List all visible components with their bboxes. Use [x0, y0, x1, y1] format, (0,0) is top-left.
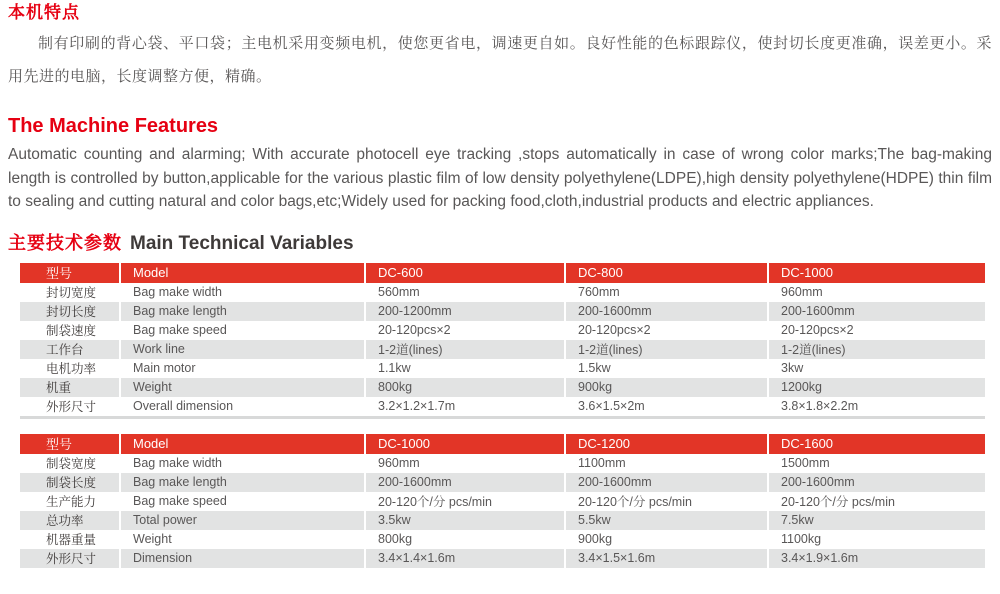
table-cell: 封切长度	[20, 302, 120, 321]
table-cell: 机重	[20, 378, 120, 397]
table-cell: 20-120个/分 pcs/min	[365, 492, 565, 511]
table-cell: 560mm	[365, 283, 565, 302]
table-cell: 760mm	[565, 283, 768, 302]
table-header-cell: DC-600	[365, 263, 565, 283]
table-cell: 3.4×1.4×1.6m	[365, 549, 565, 568]
table-row	[20, 397, 985, 418]
table-cell: 机器重量	[20, 530, 120, 549]
table-cell: 800kg	[365, 378, 565, 397]
table-cell: Weight	[120, 378, 365, 397]
table-cell: 200-1600mm	[565, 473, 768, 492]
table-cell: 工作台	[20, 340, 120, 359]
table-cell: 1-2道(lines)	[365, 340, 565, 359]
table-row	[20, 359, 985, 378]
table-cell: 200-1600mm	[565, 302, 768, 321]
table-cell: 外形尺寸	[20, 549, 120, 568]
table-cell: Main motor	[120, 359, 365, 378]
table-cell: 1200kg	[768, 378, 985, 397]
table-header-cell: DC-1000	[768, 263, 985, 283]
table-row	[20, 530, 985, 549]
table-cell: Overall dimension	[120, 397, 365, 418]
table-header-cell: 型号	[20, 263, 120, 283]
table-cell: 20-120pcs×2	[781, 323, 854, 337]
table-cell: 1-2道(lines)	[565, 340, 768, 359]
table-cell: 20-120pcs×2	[565, 321, 768, 340]
table-header-row	[20, 434, 985, 454]
table-header-cell: DC-1200	[565, 434, 768, 454]
table-cell: 制袋长度	[20, 473, 120, 492]
table-cell: Bag make width	[120, 454, 365, 473]
table-row	[20, 511, 985, 530]
table-cell: 制袋宽度	[20, 454, 120, 473]
table-cell: Dimension	[120, 549, 365, 568]
table-cell: 制袋速度	[20, 321, 120, 340]
table-cell: 200-1600mm	[768, 302, 985, 321]
table-row	[20, 283, 985, 302]
table-cell: 1-2道(lines)	[768, 340, 985, 359]
table-cell: 5.5kw	[565, 511, 768, 530]
specs-title-en: Main Technical Variables	[130, 232, 354, 254]
table-cell: 3.2×1.2×1.7m	[365, 397, 565, 418]
table-cell: 3kw	[781, 361, 804, 375]
table-header-cell: Model	[120, 263, 365, 283]
table-cell: Bag make speed	[120, 321, 365, 340]
table-cell: Total power	[120, 511, 365, 530]
features-paragraph-en: Automatic counting and alarming; With accurate photocell eye tracking ,stops automatically in case of wrong color marks;The bag-making length is controlled by button,applicable for the various plastic film of low density polyethylene(LDPE),high density polyethylene(HDPE) thin film to sealing and cutting natural and color bags,etc;Widely used for packing food,cloth,industrial products and electric appliances.	[8, 146, 992, 210]
spec-table-dc600-dc1000	[20, 263, 985, 419]
table-row	[20, 378, 985, 397]
table-cell: 外形尺寸	[20, 397, 120, 418]
table-row	[20, 492, 985, 511]
table-cell: Bag make length	[120, 302, 365, 321]
table-header-cell: DC-1000	[365, 434, 565, 454]
table-header-cell: DC-1600	[768, 434, 985, 454]
table-row	[20, 473, 985, 492]
table-cell: 20-120个/分 pcs/min	[781, 495, 895, 509]
specs-title-cn: 主要技术参数	[8, 232, 122, 253]
features-paragraph-cn: 制有印刷的背心袋、平口袋；主电机采用变频电机，使您更省电，调速更自如。良好性能的色标跟踪仪，使封切长度更准确，误差更小。采用先进的电脑，长度调整方便，精确。	[8, 35, 992, 85]
table-cell: 20-120pcs×2	[365, 321, 565, 340]
features-title-cn: 本机特点	[8, 3, 80, 22]
table-cell: 960mm	[781, 285, 823, 299]
table-cell: 1.1kw	[365, 359, 565, 378]
table-cell: Weight	[120, 530, 365, 549]
table-header-cell: 型号	[20, 434, 120, 454]
table-cell: 1500mm	[781, 456, 830, 470]
table-cell: 3.4×1.5×1.6m	[565, 549, 768, 568]
table-header-cell: Model	[120, 434, 365, 454]
table-cell: 1100kg	[781, 532, 822, 546]
table-cell: 封切宽度	[20, 283, 120, 302]
table-cell: 3.6×1.5×2m	[565, 397, 768, 418]
table-header-row	[20, 263, 985, 283]
table-cell: 生产能力	[20, 492, 120, 511]
spec-table-dc1000-dc1600	[20, 434, 985, 568]
table-cell: 3.4×1.9×1.6m	[768, 549, 985, 568]
table-row	[20, 321, 985, 340]
table-cell: Bag make width	[120, 283, 365, 302]
table-cell: 800kg	[365, 530, 565, 549]
table-cell: 1100mm	[565, 454, 768, 473]
table-row	[20, 340, 985, 359]
table-cell: 200-1600mm	[365, 473, 565, 492]
table-cell: 电机功率	[20, 359, 120, 378]
table-cell: 960mm	[365, 454, 565, 473]
table-cell: 1.5kw	[565, 359, 768, 378]
table-cell: Bag make speed	[120, 492, 365, 511]
table-row	[20, 549, 985, 568]
table-cell: 20-120个/分 pcs/min	[565, 492, 768, 511]
table-cell: 200-1600mm	[768, 473, 985, 492]
table-cell: 3.8×1.8×2.2m	[781, 399, 859, 413]
table-cell: 200-1200mm	[365, 302, 565, 321]
table-row	[20, 302, 985, 321]
table-cell: 900kg	[565, 530, 768, 549]
specs-heading	[8, 231, 992, 256]
table-cell: 900kg	[565, 378, 768, 397]
table-cell: Bag make length	[120, 473, 365, 492]
table-cell: 7.5kw	[768, 511, 985, 530]
table-cell: 总功率	[20, 511, 120, 530]
table-cell: Work line	[120, 340, 365, 359]
features-title-en: The Machine Features	[8, 115, 219, 137]
table-cell: 3.5kw	[365, 511, 565, 530]
table-header-cell: DC-800	[565, 263, 768, 283]
table-row	[20, 454, 985, 473]
